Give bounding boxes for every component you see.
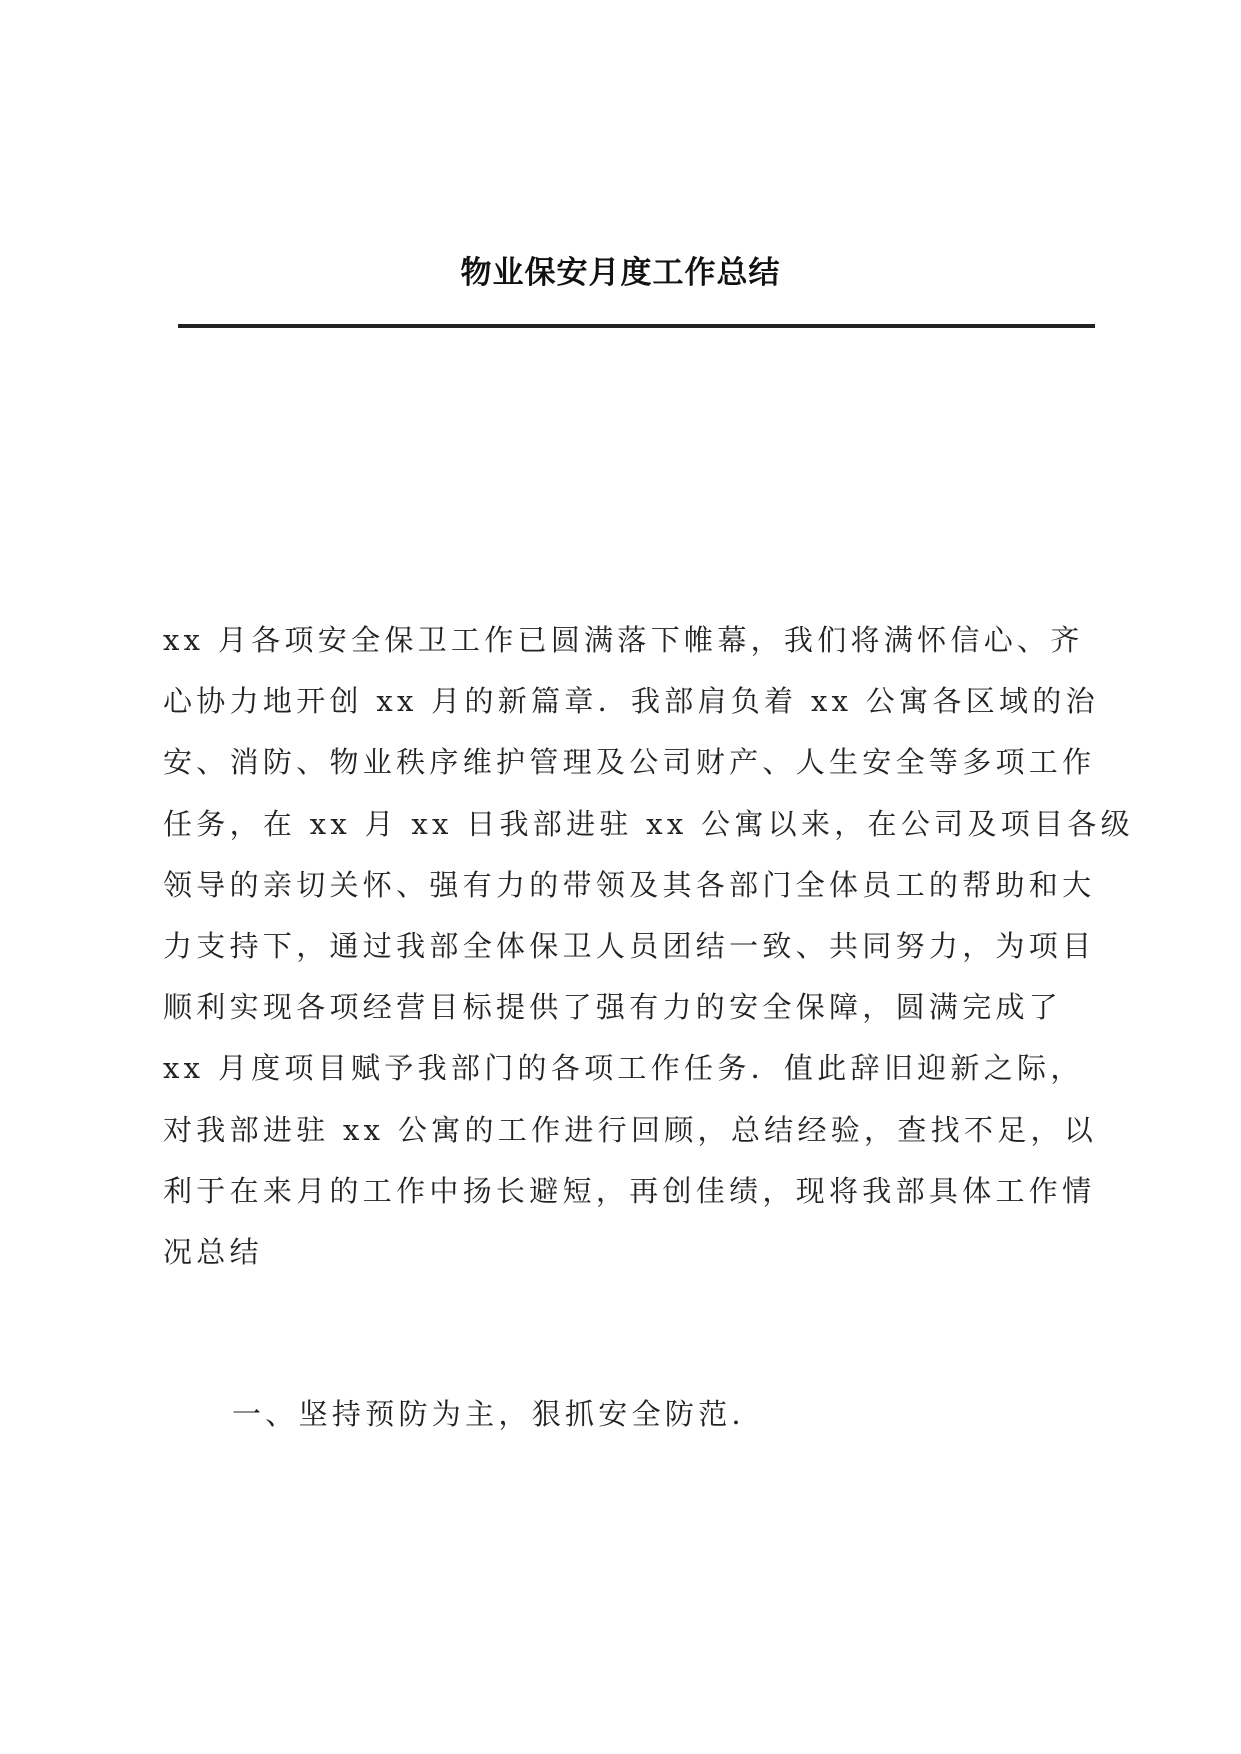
paragraph-line: 况总结 bbox=[163, 1234, 263, 1269]
paragraph-line: 利于在来月的工作中扬长避短，再创佳绩，现将我部具体工作情 bbox=[163, 1173, 1096, 1208]
section-heading: 一、坚持预防为主，狠抓安全防范． bbox=[232, 1397, 765, 1431]
document-title: 物业保安月度工作总结 bbox=[460, 255, 781, 291]
paragraph-line: 顺利实现各项经营目标提供了强有力的安全保障，圆满完成了 bbox=[163, 990, 1063, 1025]
paragraph-line: 力支持下，通过我部全体保卫人员团结一致、共同努力，为项目 bbox=[163, 928, 1096, 963]
paragraph-line: 任务，在 xx 月 xx 日我部进驻 xx 公寓以来，在公司及项目各级 bbox=[163, 806, 1134, 841]
paragraph-line: 安、消防、物业秩序维护管理及公司财产、人生安全等多项工作 bbox=[163, 745, 1096, 780]
paragraph-line: 心协力地开创 xx 月的新篇章．我部肩负着 xx 公寓各区域的治 bbox=[163, 684, 1099, 719]
paragraph-line: 领导的亲切关怀、强有力的带领及其各部门全体员工的帮助和大 bbox=[163, 867, 1096, 902]
paragraph-line: xx 月各项安全保卫工作已圆满落下帷幕，我们将满怀信心、齐 bbox=[163, 623, 1084, 657]
title-double-rule bbox=[178, 324, 1095, 328]
paragraph-line: 对我部进驻 xx 公寓的工作进行回顾，总结经验，查找不足，以 bbox=[163, 1112, 1098, 1147]
paragraph-line: xx 月度项目赋予我部门的各项工作任务．值此辞旧迎新之际， bbox=[163, 1051, 1084, 1086]
body-paragraph bbox=[163, 610, 1134, 1283]
